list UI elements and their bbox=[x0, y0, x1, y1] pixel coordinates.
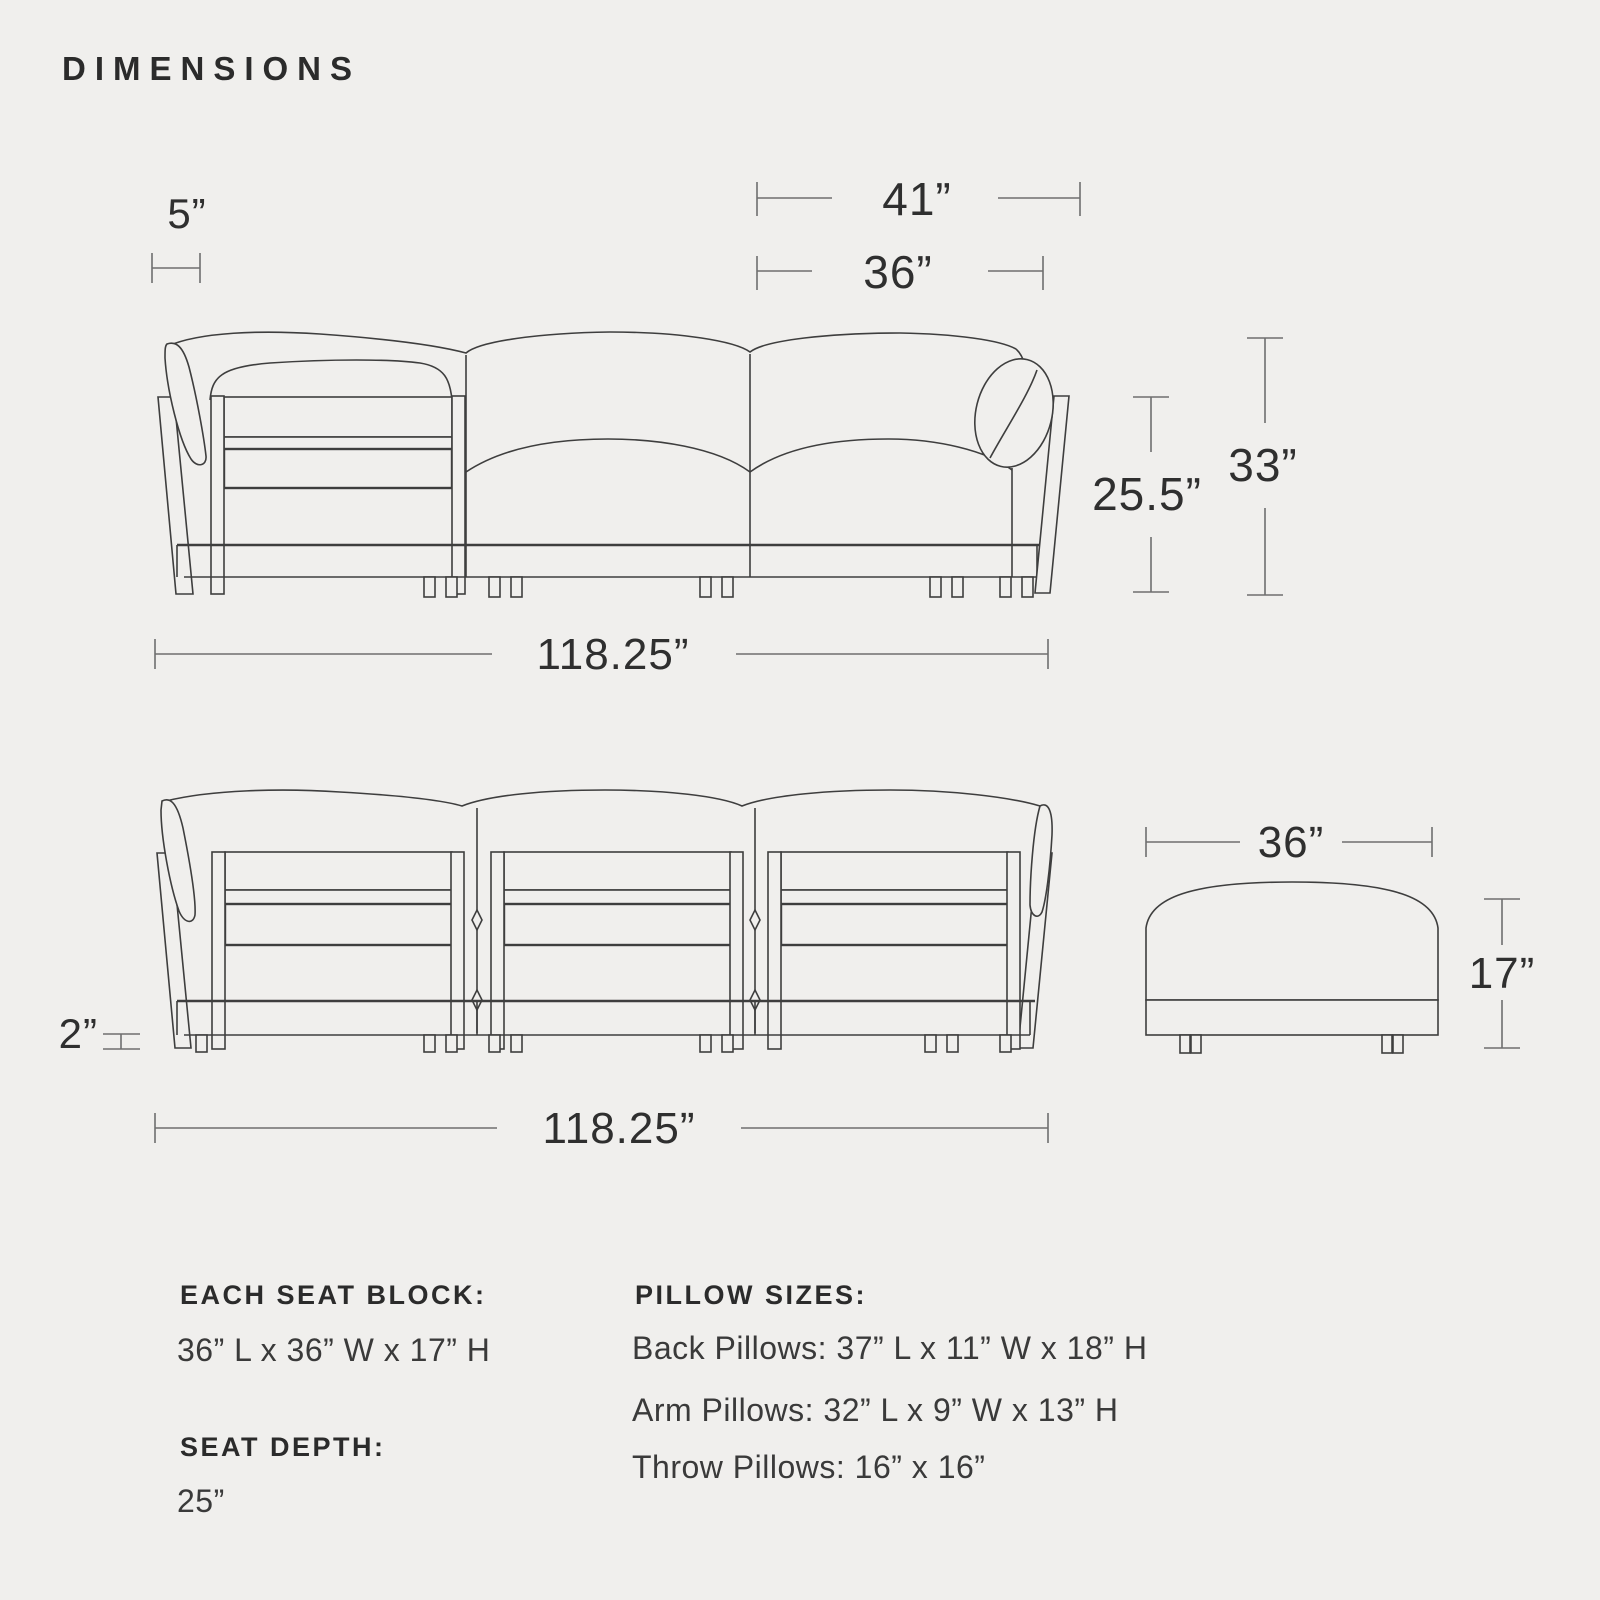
dim-ottoman-width-label: 36” bbox=[1257, 818, 1325, 867]
dim-arm-width bbox=[152, 190, 207, 283]
pillow-size-back: Back Pillows: 37” L x 11” W x 18” H bbox=[632, 1330, 1148, 1366]
seat-block-heading: EACH SEAT BLOCK: bbox=[180, 1280, 487, 1310]
dim-front-overall-width-label: 118.25” bbox=[536, 630, 690, 679]
dim-seat-module-width-label: 36” bbox=[863, 246, 933, 298]
dim-ottoman-height bbox=[1469, 899, 1536, 1048]
dim-arm-height-label: 25.5” bbox=[1092, 468, 1202, 520]
dim-back-height bbox=[1228, 338, 1297, 595]
back-view-drawing bbox=[157, 790, 1052, 1052]
pillow-size-arm: Arm Pillows: 32” L x 9” W x 13” H bbox=[632, 1392, 1119, 1428]
pillow-size-throw: Throw Pillows: 16” x 16” bbox=[632, 1449, 986, 1485]
page-title: DIMENSIONS bbox=[62, 50, 362, 87]
dim-back-overall-width-label: 118.25” bbox=[542, 1104, 696, 1153]
dim-leg-height-label: 2” bbox=[58, 1010, 98, 1057]
back-view-legs bbox=[196, 1035, 1011, 1052]
dim-leg-height bbox=[59, 1010, 140, 1057]
dim-corner-module-width-label: 41” bbox=[882, 173, 952, 225]
back-frame-right bbox=[768, 852, 1020, 1049]
back-frame-left bbox=[212, 852, 464, 1049]
dim-back-height-label: 33” bbox=[1228, 439, 1298, 491]
dim-corner-module-width bbox=[757, 173, 1080, 225]
dim-ottoman-width bbox=[1146, 818, 1432, 867]
seat-block-value: 36” L x 36” W x 17” H bbox=[177, 1332, 491, 1368]
front-view-legs bbox=[424, 577, 1033, 597]
pillow-sizes-heading: PILLOW SIZES: bbox=[635, 1280, 867, 1310]
dim-seat-module-width bbox=[757, 246, 1043, 298]
dim-ottoman-height-label: 17” bbox=[1468, 949, 1536, 998]
ottoman-drawing bbox=[1146, 882, 1438, 1053]
back-frame-middle bbox=[491, 852, 743, 1049]
seat-depth-value: 25” bbox=[177, 1483, 225, 1519]
dim-front-overall-width bbox=[155, 630, 1048, 679]
dim-arm-width-label: 5” bbox=[167, 190, 207, 237]
front-view-drawing bbox=[158, 332, 1069, 597]
dim-arm-height bbox=[1092, 397, 1202, 592]
seat-depth-heading: SEAT DEPTH: bbox=[180, 1432, 386, 1462]
back-view-dimensions bbox=[59, 1010, 1048, 1153]
dim-back-overall-width bbox=[155, 1104, 1048, 1153]
